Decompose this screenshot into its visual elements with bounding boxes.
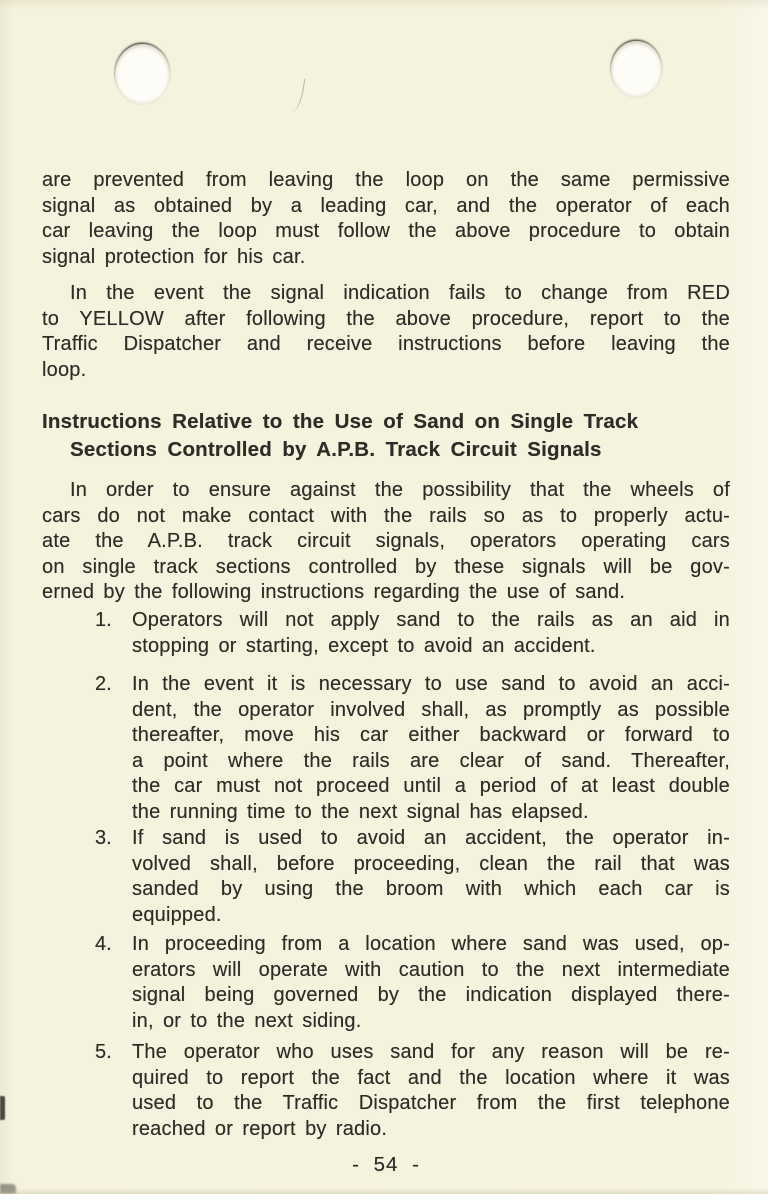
text-line: Sections Controlled by A.P.B. Track Circuit Signals <box>70 438 602 461</box>
text-line: In proceeding from a location where sand was used, op- <box>132 933 730 955</box>
list-item-1-number: 1. <box>95 609 112 631</box>
list-item-2-text <box>132 672 730 825</box>
punch-hole-left <box>115 44 170 105</box>
list-item-3-text <box>132 826 730 928</box>
scan-scratch-mark <box>290 77 306 112</box>
list-item-1-text <box>132 608 730 659</box>
text-line: sanded by using the broom with which each car is <box>132 878 730 900</box>
text-line: thereafter, move his car either backward or forward to <box>132 724 730 746</box>
text-line: ate the A.P.B. track circuit signals, operators operating cars <box>42 530 730 552</box>
text-line: signal as obtained by a leading car, and the operator of each <box>42 194 730 217</box>
text-line: cars do not make contact with the rails so as to properly actu- <box>42 504 730 527</box>
scan-bottom-shadow <box>0 1188 768 1194</box>
text-line: In the event it is necessary to use sand to avoid an acci- <box>132 673 730 695</box>
text-line: If sand is used to avoid an accident, the operator in- <box>132 827 730 849</box>
paragraph-loop-signal-continuation <box>42 168 730 270</box>
text-line: stopping or starting, except to avoid an accident. <box>132 634 596 657</box>
list-item-3-number: 3. <box>95 827 112 849</box>
list-item-4-number: 4. <box>95 933 112 955</box>
section-heading-sand-instructions <box>42 408 730 464</box>
text-line: in, or to the next siding. <box>132 1009 362 1032</box>
text-line: Instructions Relative to the Use of Sand on Single Track <box>42 410 639 433</box>
paragraph-red-yellow-report <box>42 281 730 383</box>
text-line: car leaving the loop must follow the above procedure to obtain <box>42 220 730 242</box>
text-line: the running time to the next signal has elapsed. <box>132 800 589 823</box>
text-line: to YELLOW after following the above procedure, report to the <box>42 307 730 330</box>
text-line: signal being governed by the indication displayed there- <box>132 984 730 1006</box>
punch-hole-right <box>611 41 662 98</box>
paragraph-sand-intro <box>42 478 730 606</box>
text-line: equipped. <box>132 903 222 926</box>
text-line: signal protection for his car. <box>42 245 306 268</box>
text-line: volved shall, before proceeding, clean the rail that was <box>132 852 730 875</box>
scan-edge-mark-left <box>0 1096 5 1120</box>
text-line: erators will operate with caution to the next intermediate <box>132 958 730 981</box>
page-number: - 54 - <box>352 1153 420 1176</box>
text-line: dent, the operator involved shall, as promptly as possible <box>132 698 730 721</box>
list-item-4-text <box>132 932 730 1034</box>
text-line: loop. <box>42 358 87 381</box>
text-line: The operator who uses sand for any reason will be re- <box>132 1041 730 1063</box>
text-line: Traffic Dispatcher and receive instructions before leaving the <box>42 333 730 355</box>
text-line: reached or report by radio. <box>132 1117 388 1140</box>
text-line: erned by the following instructions regarding the use of sand. <box>42 581 626 603</box>
list-item-5-number: 5. <box>95 1041 112 1063</box>
text-line: used to the Traffic Dispatcher from the first telephone <box>132 1092 730 1114</box>
text-line: are prevented from leaving the loop on the same permissive <box>42 169 730 191</box>
text-line: on single track sections controlled by these signals will be gov- <box>42 555 730 578</box>
text-line: the car must not proceed until a period of at least double <box>132 775 730 797</box>
list-item-5-text <box>132 1040 730 1142</box>
text-line: In the event the signal indication fails to change from RED <box>70 282 730 304</box>
text-line: a point where the rails are clear of sand. Thereafter, <box>132 749 730 772</box>
text-line: Operators will not apply sand to the rails as an aid in <box>132 609 730 631</box>
text-line: In order to ensure against the possibility that the wheels of <box>70 479 730 501</box>
list-item-2-number: 2. <box>95 673 112 695</box>
text-line: quired to report the fact and the location where it was <box>132 1066 730 1089</box>
